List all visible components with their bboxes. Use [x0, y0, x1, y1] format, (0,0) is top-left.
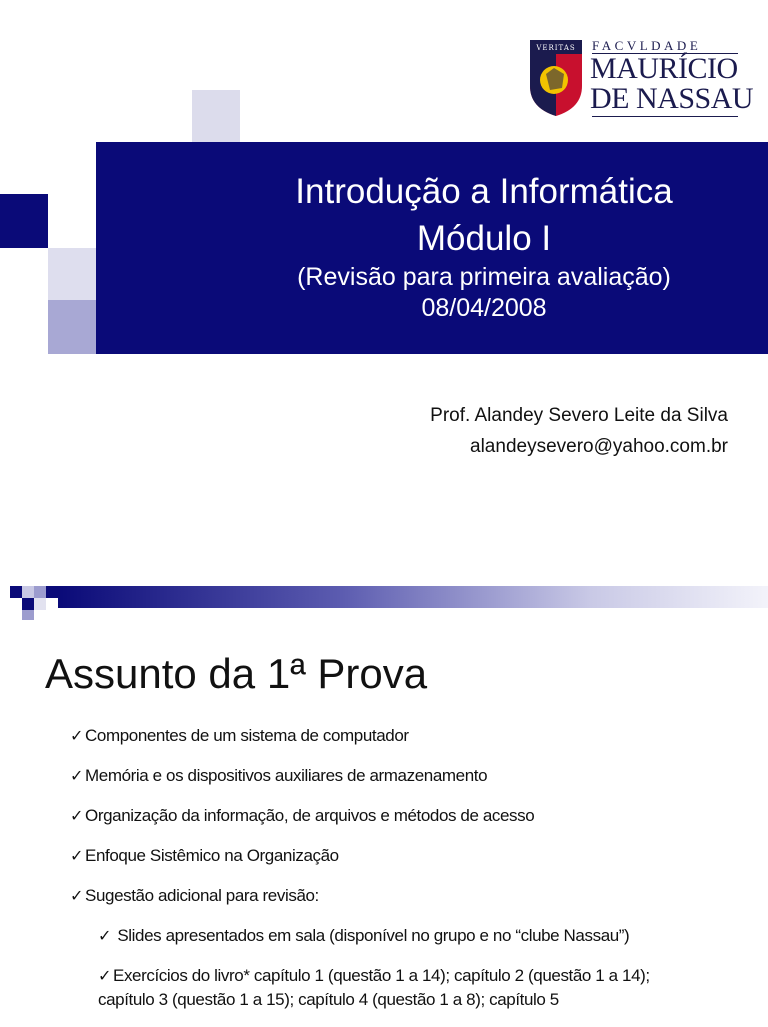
sub-list-item: ✓ Exercícios do livro* capítulo 1 (questão 1 a 14); capítulo 2 (questão 1 a 14); capítulo 3 (questão 1 a 15); capítulo 4 (questão 1 a 8); capítulo 5	[98, 966, 650, 1009]
svg-text:VERITAS: VERITAS	[536, 44, 576, 52]
deco-square	[34, 598, 46, 610]
checkmark-icon: ✓	[70, 728, 84, 745]
faculty-logo	[528, 38, 754, 122]
sub-list-item: ✓ Slides apresentados em sala (disponível no grupo e no “clube Nassau”)	[98, 926, 630, 945]
header-gradient-bar	[58, 586, 768, 608]
deco-square	[48, 248, 96, 300]
title-line-3: (Revisão para primeira avaliação)	[297, 263, 671, 291]
deco-square	[46, 586, 58, 598]
list-item: ✓ Organização da informação, de arquivos e métodos de acesso	[70, 806, 535, 825]
slide-title	[200, 168, 768, 324]
title-date: 08/04/2008	[421, 294, 547, 322]
checkmark-icon: ✓	[70, 848, 84, 865]
slide-title: Assunto da 1ª Prova	[45, 650, 428, 697]
list-item: ✓ Componentes de um sistema de computador	[70, 726, 409, 745]
checkmark-icon: ✓	[70, 768, 84, 785]
deco-square	[22, 586, 34, 598]
logo-top-text: FACVLDADE	[592, 38, 702, 53]
author-email: alandeysevero@yahoo.com.br	[470, 436, 728, 457]
author-block	[430, 400, 728, 462]
deco-square	[22, 598, 34, 610]
title-line-1: Introdução a Informática	[295, 172, 673, 211]
checkmark-icon: ✓	[98, 968, 112, 985]
list-item: ✓ Memória e os dispositivos auxiliares de armazenamento	[70, 766, 488, 785]
deco-square	[48, 300, 96, 354]
checkmark-icon: ✓	[70, 808, 84, 825]
logo-name-line1: MAURÍCIO	[590, 52, 738, 85]
logo-name-line2: DE NASSAU	[590, 82, 754, 115]
deco-square	[22, 610, 34, 620]
crest-icon	[528, 38, 584, 118]
list-item: ✓ Sugestão adicional para revisão:	[70, 886, 319, 905]
list-item: ✓ Enfoque Sistêmico na Organização	[70, 846, 339, 865]
author-name: Prof. Alandey Severo Leite da Silva	[430, 405, 728, 426]
checkmark-icon: ✓	[70, 888, 84, 905]
deco-square	[34, 586, 46, 598]
checkmark-icon: ✓	[98, 928, 112, 945]
deco-square	[0, 194, 48, 248]
deco-square	[10, 586, 22, 598]
bullet-list	[70, 724, 690, 1027]
title-line-2: Módulo I	[416, 219, 552, 258]
logo-rule	[592, 116, 738, 117]
content-slide	[0, 612, 768, 1024]
deco-square	[192, 90, 240, 142]
